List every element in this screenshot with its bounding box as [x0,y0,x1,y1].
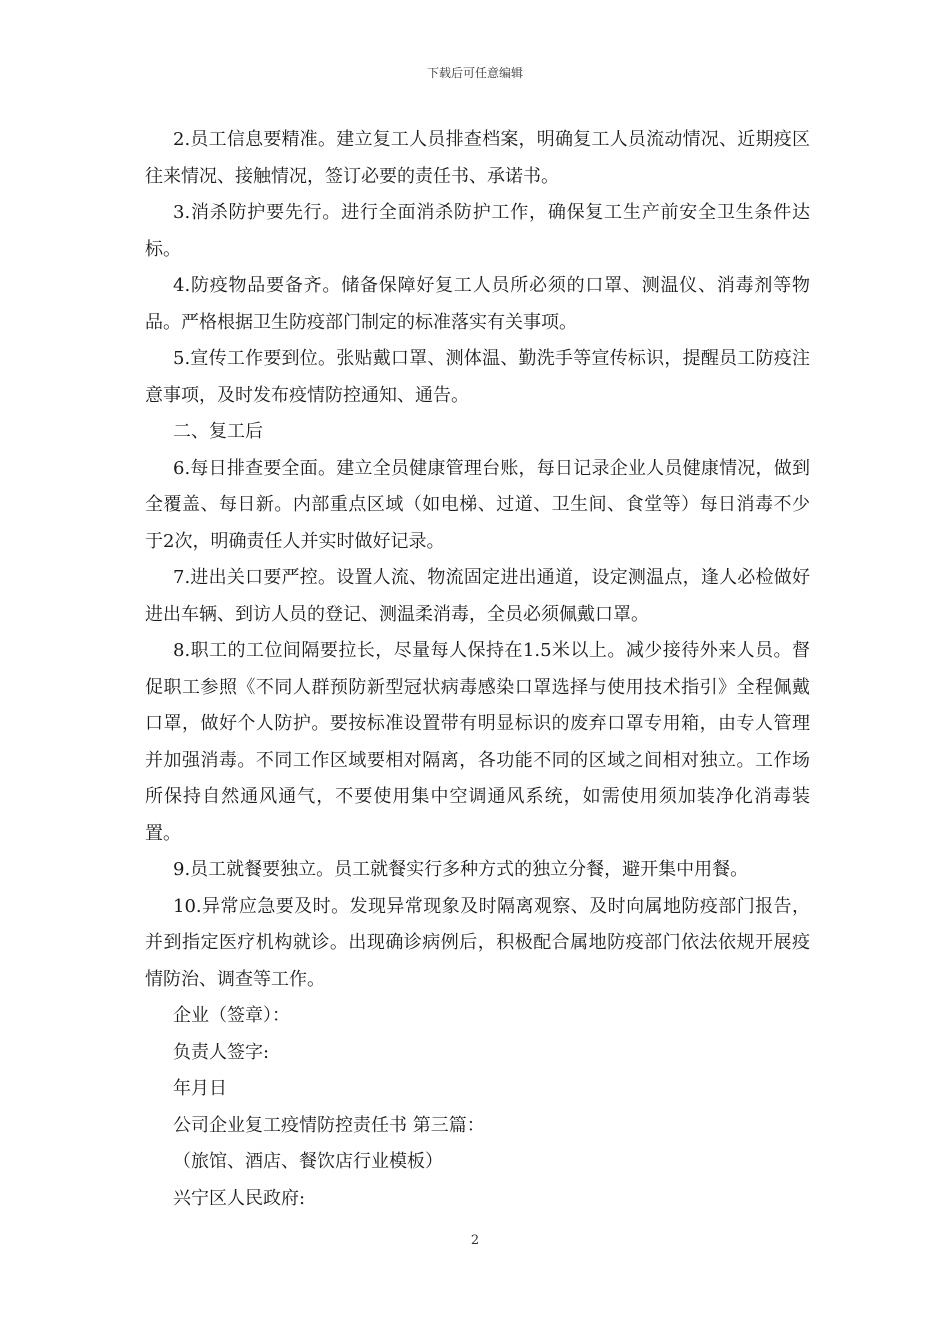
signature-line-person: 负责人签字: [173,1041,270,1063]
paragraph: 3.消杀防护要先行。进行全面消杀防护工作，确保复工生产前安全卫生条件达标。 [145,202,810,260]
paragraph: 5.宣传工作要到位。张贴戴口罩、测体温、勤洗手等宣传标识，提醒员工防疫注意事项，及时发布疫情防控通知、通告。 [145,348,810,406]
page-header: 下载后可任意编辑 [426,66,523,80]
paragraph: 9.员工就餐要独立。员工就餐实行多种方式的独立分餐，避开集中用餐。 [173,859,749,880]
paragraph: 2.员工信息要精准。建立复工人员排查档案，明确复工人员流动情况、近期疫区往来情况、接触情况，签订必要的责任书、承诺书。 [145,129,810,187]
date-line: 年月日 [173,1078,227,1099]
paragraph: 6.每日排查要全面。建立全员健康管理台账，每日记录企业人员健康情况，做到全覆盖、每日新。内部重点区域（如电梯、过道、卫生间、食堂等）每日消毒不少于2次，明确责任人并实时做好记录。 [145,457,810,552]
page-number: 2 [470,1233,480,1248]
paragraph: 10.异常应急要及时。发现异常现象及时隔离观察、及时向属地防疫部门报告，并到指定医疗机构就诊。出现确诊病例后，积极配合属地防疫部门依法依规开展疫情防治、调查等工作。 [145,895,810,990]
document-title-line: 公司企业复工疫情防控责任书 第三篇： [173,1114,485,1136]
paragraph: 8.职工的工位间隔要拉长，尽量每人保持在1.5米以上。减少接待外来人员。督促职工参照《不同人群预防新型冠状病毒感染口罩选择与使用技术指引》全程佩戴口罩，做好个人防护。要按标准设置带有明显标识的废弃口罩专用箱，由专人管理并加强消毒。不同工作区域要相对隔离，各功能不同的区域之间相对独立。工作场所保持自然通风通气，不要使用集中空调通风系统，如需使用须加装净化消毒装置。 [145,640,810,844]
document-body [145,122,810,1217]
signature-line-company: 企业（签章）： [173,1005,290,1026]
section-heading: 二、复工后 [173,421,263,442]
template-subtitle: （旅馆、酒店、餐饮店行业模板） [173,1151,443,1172]
paragraph: 4.防疫物品要备齐。储备保障好复工人员所必须的口罩、测温仪、消毒剂等物品。严格根据卫生防疫部门制定的标准落实有关事项。 [145,275,810,333]
addressee-line: 兴宁区人民政府: [173,1187,306,1209]
paragraph: 7.进出关口要严控。设置人流、物流固定进出通道，设定测温点，逢人必检做好进出车辆、到访人员的登记、测温柔消毒，全员必须佩戴口罩。 [145,567,810,625]
